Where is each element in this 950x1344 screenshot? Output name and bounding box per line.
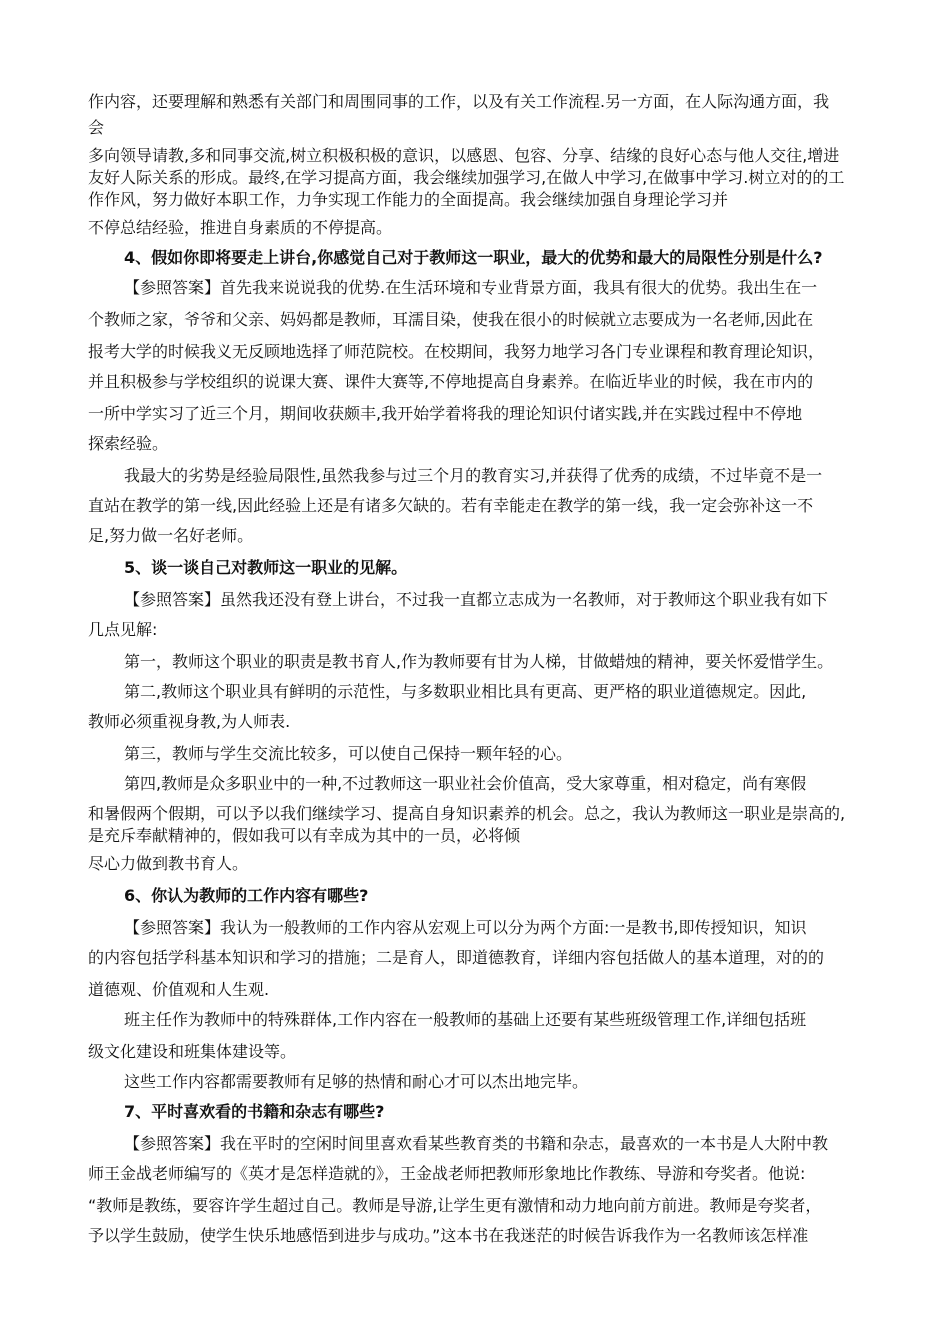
text-line: 直站在教学的第一线,因此经验上还是有诸多欠缺的。若有幸能走在教学的第一线，我一定会弥补这一不 xyxy=(88,496,814,515)
text-line: 道德观、价值观和人生观. xyxy=(88,980,270,999)
paragraph: 这些工作内容都需要教师有足够的热情和耐心才可以杰出地完毕。 xyxy=(124,1072,589,1091)
paragraph: 第三，教师与学生交流比较多，可以使自己保持一颗年轻的心。 xyxy=(124,744,573,763)
text-line: 级文化建设和班集体建设等。 xyxy=(88,1042,297,1061)
text-line: 不停总结经验，推进自身素质的不停提高。 xyxy=(88,218,393,237)
paragraph: 班主任作为教师中的特殊群体,工作内容在一般教师的基础上还要有某些班级管理工作,详细包括班 xyxy=(124,1010,807,1029)
text-line: 会 xyxy=(88,118,105,137)
text-line: 一所中学实习了近三个月，期间收获颇丰,我开始学着将我的理论知识付诸实践,并在实践过程中不停地 xyxy=(88,404,803,423)
text-line: 并且积极参与学校组织的说课大赛、课件大赛等,不停地提高自身素养。在临近毕业的时候，我在市内的 xyxy=(88,372,814,391)
text-line: 尽心力做到教书育人。 xyxy=(88,854,249,873)
text-line: 足,努力做一名好老师。 xyxy=(88,526,254,545)
paragraph: 我最大的劣势是经验局限性,虽然我参与过三个月的教育实习,并获得了优秀的成绩，不过毕竟不是一 xyxy=(124,466,823,485)
text-line: “教师是教练，要容许学生超过自己。教师是导游,让学生更有激情和动力地向前方前进。教师是夸奖者， xyxy=(88,1196,822,1215)
question-heading: 5、谈一谈自己对教师这一职业的见解。 xyxy=(124,558,408,577)
text-line: 教师必须重视身教,为人师表. xyxy=(88,712,291,731)
text-line: 作作风，努力做好本职工作，力争实现工作能力的全面提高。我会继续加强自身理论学习并 xyxy=(88,190,729,209)
text-line: 探索经验。 xyxy=(88,434,169,453)
text-line: 友好人际关系的形成。最终,在学习提高方面，我会继续加强学习,在做人中学习,在做事中学习.树立对的的工 xyxy=(88,168,845,187)
paragraph: 第四,教师是众多职业中的一种,不过教师这一职业社会价值高，受大家尊重，相对稳定，尚有寒假 xyxy=(124,774,807,793)
text-line: 和暑假两个假期，可以予以我们继续学习、提高自身知识素养的机会。总之，我认为教师这一职业是崇高的, xyxy=(88,804,846,823)
text-line: 报考大学的时候我义无反顾地选择了师范院校。在校期间，我努力地学习各门专业课程和教育理论知识， xyxy=(88,342,825,361)
answer-paragraph: 【参照答案】我在平时的空闲时间里喜欢看某些教育类的书籍和杂志，最喜欢的一本书是人大附中教 xyxy=(124,1134,829,1153)
text-line: 的内容包括学科基本知识和学习的措施；二是育人，即道德教育，详细内容包括做人的基本道理，对的的 xyxy=(88,948,825,967)
question-heading: 6、你认为教师的工作内容有哪些? xyxy=(124,886,369,905)
answer-paragraph: 【参照答案】我认为一般教师的工作内容从宏观上可以分为两个方面:一是教书,即传授知识，知识 xyxy=(124,918,807,937)
text-line: 师王金战老师编写的《英才是怎样造就的》，王金战老师把教师形象地比作教练、导游和夸奖者。他说: xyxy=(88,1164,806,1183)
text-line: 予以学生鼓励，使学生快乐地感悟到进步与成功。”这本书在我迷茫的时候告诉我作为一名教师该怎样准 xyxy=(88,1226,809,1245)
text-line: 是充斥奉献精神的，假如我可以有幸成为其中的一员，必将倾 xyxy=(88,826,521,845)
question-heading: 4、假如你即将要走上讲台,你感觉自己对于教师这一职业，最大的优势和最大的局限性分别是什么? xyxy=(124,248,823,267)
answer-paragraph: 【参照答案】首先我来说说我的优势.在生活环境和专业背景方面，我具有很大的优势。我出生在一 xyxy=(124,278,818,297)
paragraph: 第一，教师这个职业的职责是教书育人,作为教师要有甘为人梯，甘做蜡烛的精神，要关怀爱惜学生。 xyxy=(124,652,834,671)
text-line: 多向领导请教,多和同事交流,树立积极积极的意识，以感恩、包容、分享、结缘的良好心态与他人交往,增进 xyxy=(88,146,840,165)
text-line: 个教师之家，爷爷和父亲、妈妈都是教师，耳濡目染，使我在很小的时候就立志要成为一名老师,因此在 xyxy=(88,310,814,329)
paragraph: 第二,教师这个职业具有鲜明的示范性，与多数职业相比具有更高、更严格的职业道德规定。因此, xyxy=(124,682,807,701)
text-line: 几点见解: xyxy=(88,620,158,639)
question-heading: 7、平时喜欢看的书籍和杂志有哪些? xyxy=(124,1102,385,1121)
answer-paragraph: 【参照答案】虽然我还没有登上讲台，不过我一直都立志成为一名教师，对于教师这个职业我有如下 xyxy=(124,590,829,609)
text-line: 作内容，还要理解和熟悉有关部门和周围同事的工作，以及有关工作流程.另一方面，在人际沟通方面，我 xyxy=(88,92,830,111)
